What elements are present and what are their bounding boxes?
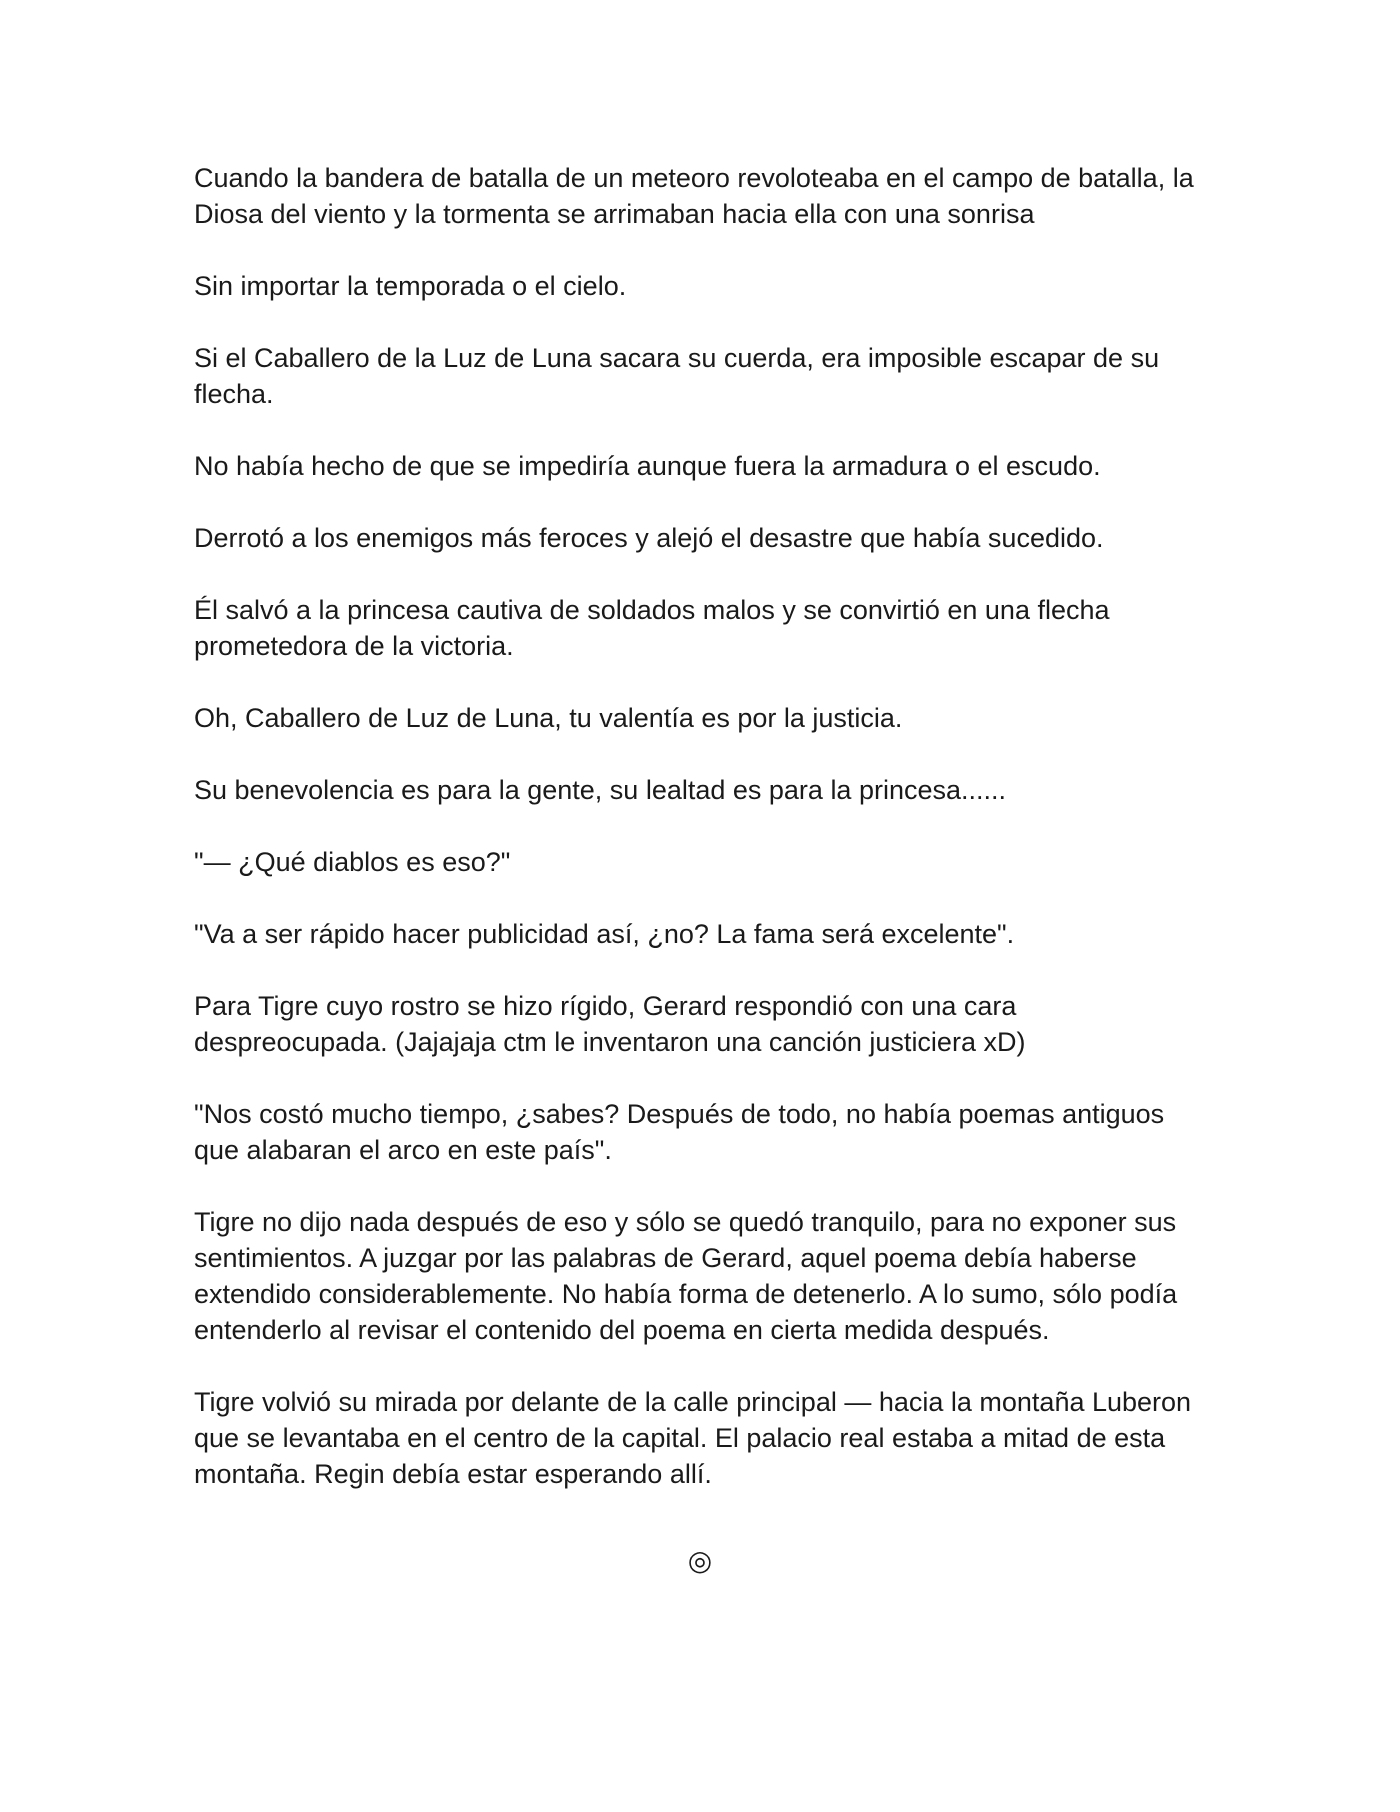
section-separator-icon: ◎ [687,1544,713,1577]
paragraph: "Nos costó mucho tiempo, ¿sabes? Después de todo, no había poemas antiguos que alabaran el arco en este país". [194,1099,1165,1165]
paragraph: Oh, Caballero de Luz de Luna, tu valentía es por la justicia. [194,703,903,733]
paragraph: Derrotó a los enemigos más feroces y alejó el desastre que había sucedido. [194,523,1104,553]
paragraph: Tigre no dijo nada después de eso y sólo se quedó tranquilo, para no exponer sus sentimientos. A juzgar por las palabras de Gerard, aquel poema debía haberse extendido considerablemente. No había forma de detenerlo. A lo sumo, sólo podía entenderlo al revisar el contenido del poema en cierta medida después. [194,1207,1178,1345]
paragraph: Él salvó a la princesa cautiva de soldados malos y se convirtió en una flecha prometedora de la victoria. [194,595,1110,661]
paragraph: Tigre volvió su mirada por delante de la calle principal — hacia la montaña Luberon que se levantaba en el centro de la capital. El palacio real estaba a mitad de esta montaña. Regin debía estar esperando allí. [194,1387,1192,1489]
paragraph: Para Tigre cuyo rostro se hizo rígido, Gerard respondió con una cara despreocupada. (Jajajaja ctm le inventaron una canción justiciera xD) [194,991,1026,1057]
paragraph: Su benevolencia es para la gente, su lealtad es para la princesa...... [194,775,1007,805]
paragraph: Si el Caballero de la Luz de Luna sacara su cuerda, era imposible escapar de su flecha. [194,343,1160,409]
paragraph: No había hecho de que se impediría aunque fuera la armadura o el escudo. [194,451,1101,481]
paragraph: Cuando la bandera de batalla de un meteoro revoloteaba en el campo de batalla, la Diosa del viento y la tormenta se arrimaban hacia ella con una sonrisa [194,163,1194,229]
document-body [194,160,1214,1528]
paragraph: "Va a ser rápido hacer publicidad así, ¿no? La fama será excelente". [194,919,1015,949]
paragraph: Sin importar la temporada o el cielo. [194,271,627,301]
paragraph: "— ¿Qué diablos es eso?" [194,847,511,877]
